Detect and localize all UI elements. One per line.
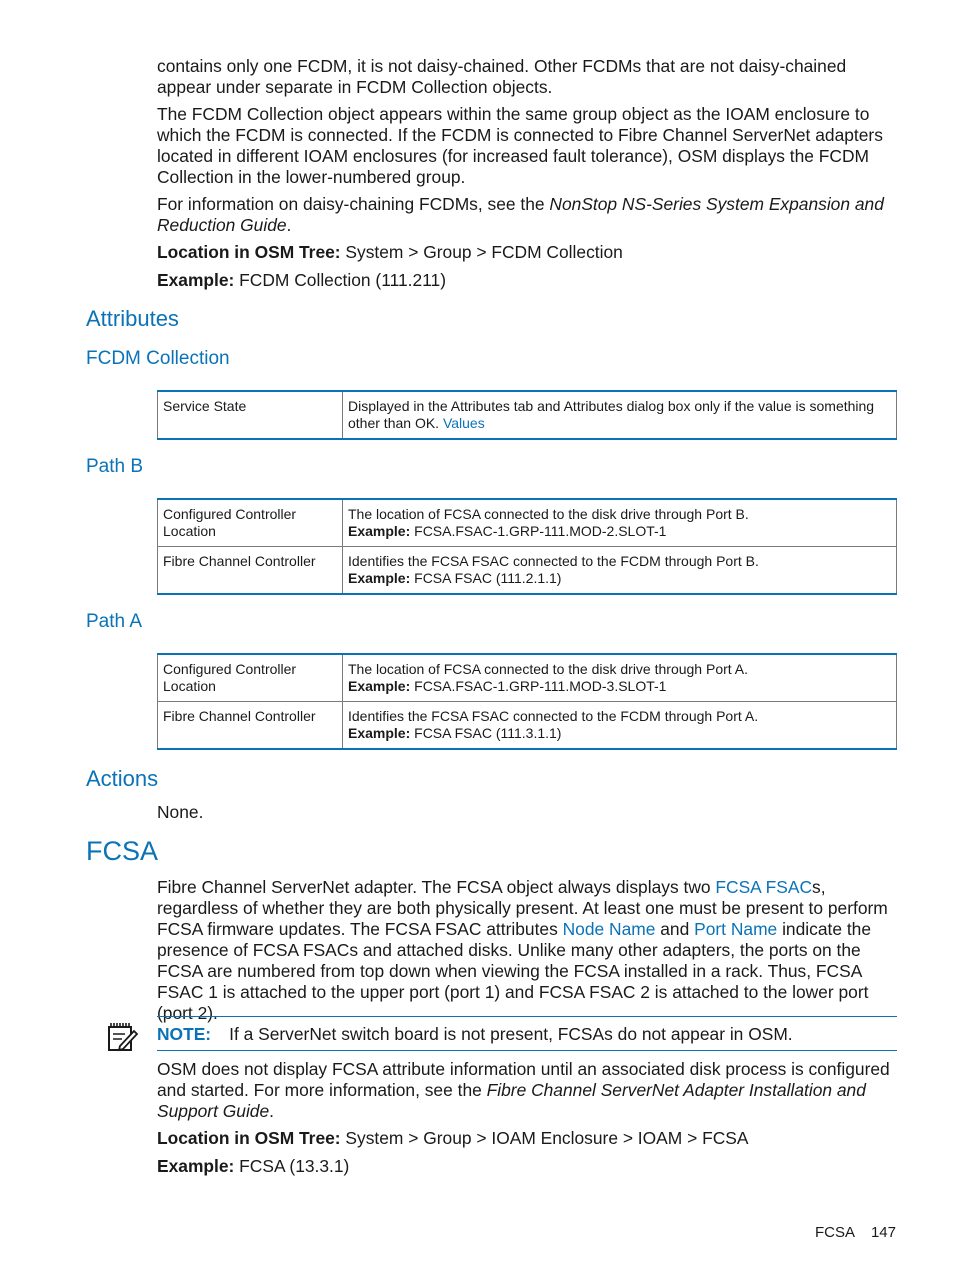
path-a-table — [157, 653, 897, 750]
path-b-heading: Path B — [86, 456, 144, 477]
example-value: FCSA.FSAC-1.GRP-111.MOD-2.SLOT-1 — [410, 523, 667, 539]
example-value: FCSA (13.3.1) — [234, 1156, 350, 1176]
example-line — [348, 678, 891, 695]
actions-text: None. — [157, 802, 204, 822]
node-name-link[interactable]: Node Name — [562, 919, 656, 939]
location-label: Location in OSM Tree: — [157, 242, 341, 262]
note-box — [100, 1016, 897, 1052]
values-link[interactable]: Values — [442, 415, 485, 431]
example-label: Example: — [348, 570, 411, 586]
description-text: Identifies the FCSA FSAC connected to the FCDM through Port B. — [348, 553, 759, 569]
location-value: System > Group > FCDM Collection — [340, 242, 623, 262]
fcsa-p1-text: indicate the presence of FCSA FSACs and attached disks. Unlike many other adapters, the ports on the FCSA are numbered from top down when viewing the FCSA installed in a rack. Thus, FCSA FSAC 1 is attached to the upper port (port 1) and FCSA FSAC 2 is attached to the lower port (port 2). — [157, 919, 872, 1023]
path-b-table — [157, 498, 897, 595]
fcdm-collection-heading: FCDM Collection — [86, 348, 230, 369]
page-footer — [815, 1224, 896, 1241]
attribute-description — [343, 654, 897, 702]
description-text: The location of FCSA connected to the disk drive through Port B. — [348, 506, 749, 522]
table-row — [158, 702, 897, 750]
intro-paragraph-3 — [157, 194, 899, 236]
intro-example — [157, 270, 899, 291]
path-a-heading: Path A — [86, 611, 142, 632]
example-line — [348, 725, 891, 742]
location-value: System > Group > IOAM Enclosure > IOAM > FCSA — [340, 1128, 749, 1148]
example-line — [348, 523, 891, 540]
page-number: 147 — [870, 1224, 896, 1241]
note-rule-bottom — [157, 1050, 897, 1051]
attribute-name: Configured Controller Location — [158, 499, 343, 547]
example-label: Example: — [157, 1156, 235, 1176]
example-value: FCSA.FSAC-1.GRP-111.MOD-3.SLOT-1 — [410, 678, 667, 694]
intro-p3-end: . — [286, 215, 292, 235]
example-value: FCDM Collection (111.211) — [234, 270, 446, 290]
fcsa-location — [157, 1128, 899, 1149]
attribute-description — [343, 702, 897, 750]
note-label: NOTE: — [157, 1024, 212, 1044]
example-label: Example: — [348, 725, 411, 741]
fcsa-p1-text: and — [655, 919, 695, 939]
description-text: Identifies the FCSA FSAC connected to the FCDM through Port A. — [348, 708, 759, 724]
guide-title: Fibre Channel ServerNet Adapter Installation and Support Guide — [157, 1080, 866, 1121]
fcsa-example — [157, 1156, 899, 1177]
intro-p3-text: For information on daisy-chaining FCDMs, see the — [157, 194, 550, 214]
intro-paragraph-2: The FCDM Collection object appears within the same group object as the IOAM enclosure to which the FCDM is connected. If the FCDM is connected to Fibre Channel ServerNet adapters located in different IOAM enclosures (for increased fault tolerance), OSM displays the FCDM Collection in the lower-numbered group. — [157, 104, 883, 187]
note-text — [157, 1024, 793, 1045]
fcsa-paragraph-1 — [157, 877, 899, 1024]
example-line — [348, 570, 891, 587]
attribute-description — [343, 499, 897, 547]
example-value: FCSA FSAC (111.2.1.1) — [410, 570, 562, 586]
intro-paragraph-1: contains only one FCDM, it is not daisy-chained. Other FCDMs that are not daisy-chained appear under separate in FCDM Collection objects. — [157, 56, 847, 97]
fcsa-p2-text: OSM does not display FCSA attribute information until an associated disk process is configured and started. For more information, see the — [157, 1059, 890, 1100]
fcsa-paragraph-2 — [157, 1059, 899, 1122]
note-pad-icon — [106, 1020, 138, 1052]
fcsa-heading: FCSA — [86, 836, 159, 866]
port-name-link[interactable]: Port Name — [694, 919, 778, 939]
footer-section: FCSA — [814, 1224, 855, 1241]
attribute-description — [343, 391, 897, 439]
table-row — [158, 547, 897, 595]
example-label: Example: — [348, 678, 411, 694]
guide-title: NonStop NS-Series System Expansion and Reduction Guide — [157, 194, 884, 235]
table-row — [158, 499, 897, 547]
actions-heading: Actions — [86, 766, 159, 791]
table-row — [158, 654, 897, 702]
example-value: FCSA FSAC (111.3.1.1) — [410, 725, 562, 741]
intro-location — [157, 242, 899, 263]
fcsa-p1-text: Fibre Channel ServerNet adapter. The FCSA object always displays two — [157, 877, 716, 897]
description-text: The location of FCSA connected to the disk drive through Port A. — [348, 661, 749, 677]
attribute-name: Fibre Channel Controller — [158, 702, 343, 750]
fcsa-fsac-link[interactable]: FCSA FSAC — [715, 877, 813, 897]
attribute-name: Service State — [158, 391, 343, 439]
table-row — [158, 391, 897, 439]
attribute-name: Configured Controller Location — [158, 654, 343, 702]
fcdm-collection-table — [157, 390, 897, 440]
note-message: If a ServerNet switch board is not present, FCSAs do not appear in OSM. — [229, 1024, 793, 1044]
attributes-heading: Attributes — [86, 306, 179, 331]
attribute-name: Fibre Channel Controller — [158, 547, 343, 595]
attribute-description — [343, 547, 897, 595]
location-label: Location in OSM Tree: — [157, 1128, 341, 1148]
description-text: Displayed in the Attributes tab and Attributes dialog box only if the value is something other than OK. — [348, 398, 875, 431]
note-rule-top — [157, 1016, 897, 1017]
fcsa-p2-end: . — [269, 1101, 274, 1121]
fcsa-p1-text: s, regardless of whether they are both physically present. At least one must be present to perform FCSA firmware updates. The FCSA FSAC attributes — [157, 877, 888, 939]
example-label: Example: — [348, 523, 411, 539]
example-label: Example: — [157, 270, 235, 290]
